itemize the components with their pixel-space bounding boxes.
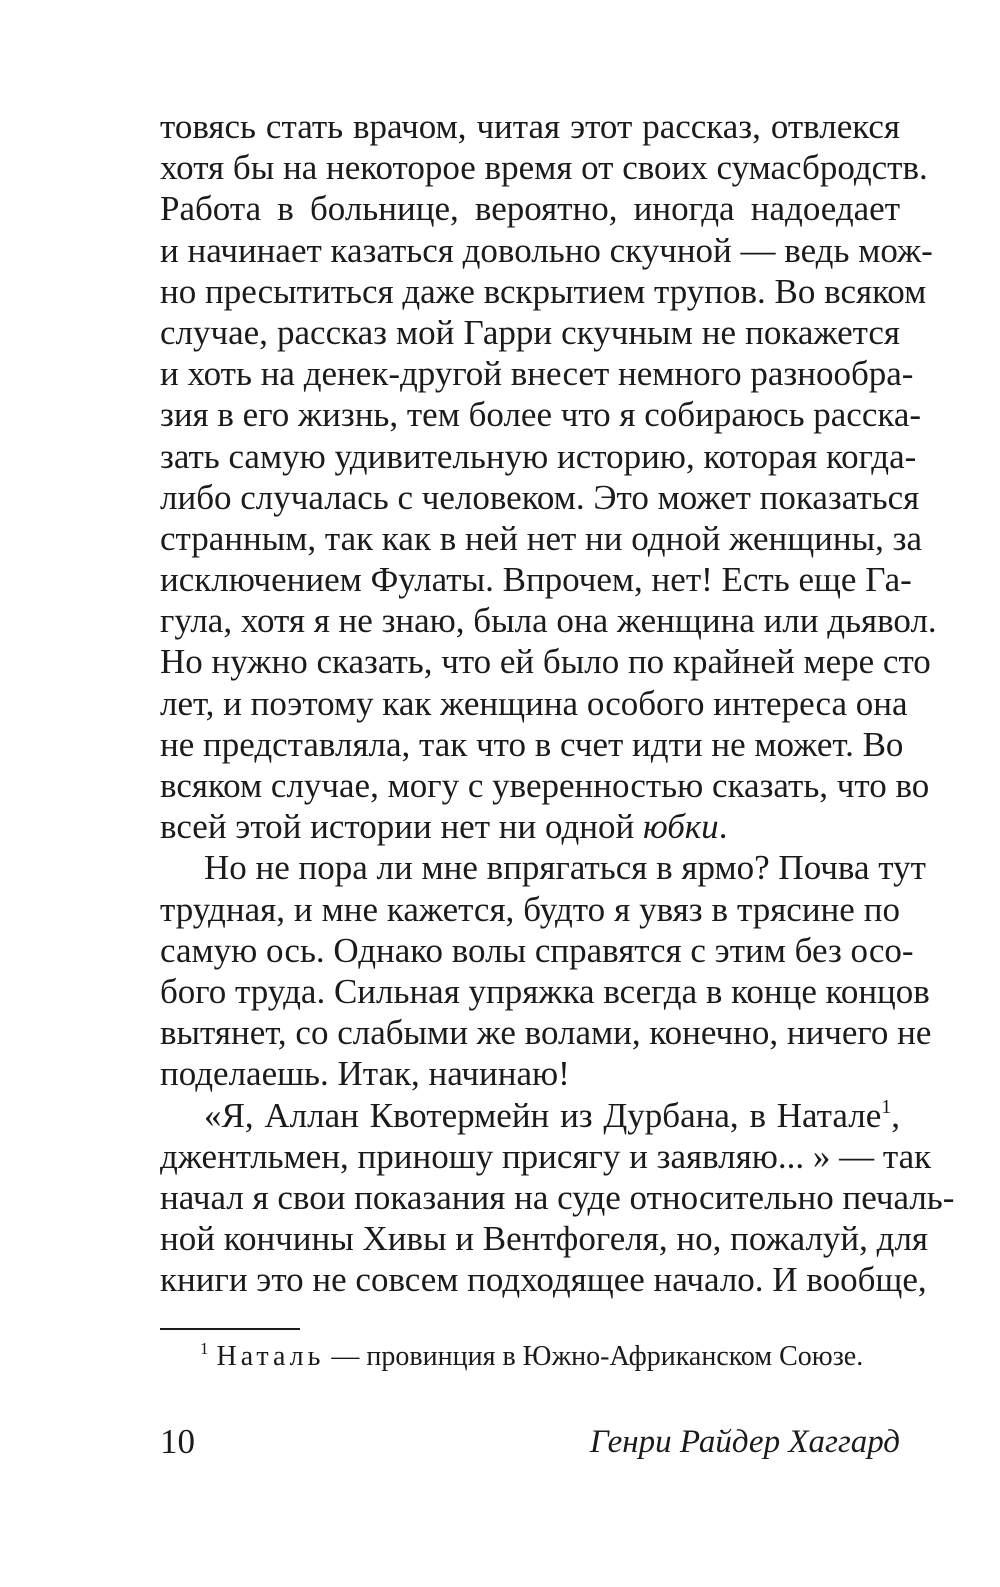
text-line: книги это не совсем подходящее начало. И вообще,	[160, 1260, 927, 1300]
text-line: исключением Фулаты. Впрочем, нет! Есть еще Га-	[160, 560, 912, 600]
footnote-text: — провинция в Южно-Африканском Союзе.	[324, 1341, 864, 1372]
body-text	[160, 106, 955, 1300]
paragraph-start-line: Но не пора ли мне впрягаться в ярмо? Почва тут	[204, 848, 926, 888]
text-line: начал я свои показания на суде относительно печаль-	[160, 1177, 955, 1217]
footnote	[200, 1340, 863, 1374]
page-number: 10	[160, 1422, 195, 1461]
text-line: Но нужно сказать, что ей было по крайней мере сто	[160, 642, 931, 682]
text-line: бого труда. Сильная упряжка всегда в конце концов	[160, 971, 930, 1011]
text-line: вытянет, со слабыми же волами, конечно, ничего не	[160, 1013, 932, 1053]
text-line: лет, и поэтому как женщина особого интереса она	[160, 683, 908, 723]
paragraph-end-line: всей этой истории нет ни одной юбки.	[160, 807, 728, 847]
text-line: всяком случае, могу с уверенностью сказать, что во	[160, 766, 930, 805]
footnote-term: Наталь	[216, 1341, 325, 1372]
footnote-reference[interactable]: 1	[881, 1095, 892, 1118]
text-line: не представляла, так что в счет идти не может. Во	[160, 724, 904, 764]
text-line: джентльмен, приношу присягу и заявляю... » — так	[160, 1136, 932, 1176]
text-line: случае, рассказ мой Гарри скучным не покажется	[160, 312, 900, 352]
text-line: странным, так как в ней нет ни одной женщины, за	[160, 518, 923, 558]
text-line: самую ось. Однако волы справятся с этим без осо-	[160, 930, 914, 970]
text-line: зия в его жизнь, тем более что я собираюсь расска-	[160, 395, 922, 435]
text-line: ной кончины Хивы и Вентфогеля, но, пожалуй, для	[160, 1219, 929, 1259]
text-line: хотя бы на некоторое время от своих сумасбродств.	[160, 148, 928, 188]
text-line: и хоть на денек-другой внесет немного разнообра-	[160, 354, 914, 394]
text-line: товясь стать врачом, читая этот рассказ, отвлекся	[160, 107, 900, 146]
text-line: зать самую удивительную историю, которая когда-	[160, 436, 917, 476]
text-line: гула, хотя я не знаю, была она женщина или дьявол.	[160, 601, 937, 641]
text-line: Работа в больнице, вероятно, иногда надоедает	[160, 189, 900, 229]
footnote-divider	[160, 1328, 300, 1330]
paragraph-end-line: поделаешь. Итак, начинаю!	[160, 1054, 570, 1094]
footnote-marker: 1	[200, 1339, 209, 1358]
text-line: и начинает казаться довольно скучной — ведь мож-	[160, 230, 933, 270]
text-line: либо случалась с человеком. Это может показаться	[160, 477, 920, 517]
text-line: но пресытиться даже вскрытием трупов. Во всяком	[160, 271, 927, 311]
paragraph-start-line: «Я, Аллан Квотермейн из Дурбана, в Натале$^1$,	[204, 1095, 900, 1135]
italic-word: юбки	[642, 807, 719, 847]
running-footer-author: Генри Райдер Хаггард	[589, 1424, 900, 1460]
text-line: трудная, и мне кажется, будто я увяз в трясине по	[160, 889, 900, 929]
